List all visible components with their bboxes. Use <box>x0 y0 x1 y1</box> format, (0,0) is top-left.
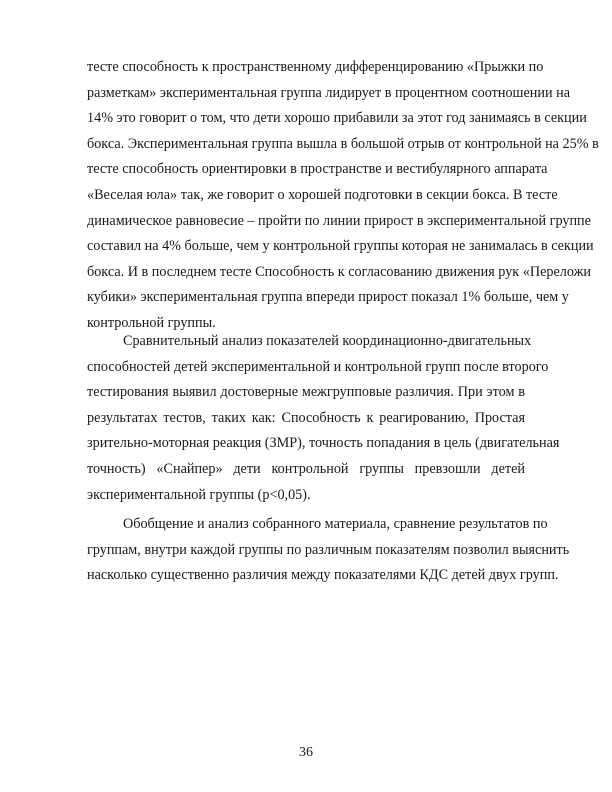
text-line: группам, внутри каждой группы по различным показателям позволил выяснить <box>87 541 570 558</box>
text-line: тестирования выявил достоверные межгрупповые различия. При этом в <box>87 384 525 401</box>
text-line: тесте способность ориентировки в пространстве и вестибулярного аппарата <box>87 161 548 178</box>
text-line: кубики» экспериментальная группа впереди прирост показал 1% больше, чем у <box>87 289 569 306</box>
paragraph-summary <box>87 512 570 589</box>
paragraph-test-results <box>87 55 599 337</box>
text-line: экспериментальной группы (p<0,05). <box>87 486 311 503</box>
text-line: способностей детей экспериментальной и контрольной групп после второго <box>87 358 549 375</box>
text-line: бокса. И в последнем тесте Способность к согласованию движения рук «Переложи <box>87 263 591 280</box>
text-line: Обобщение и анализ собранного материала, сравнение результатов по <box>123 516 548 532</box>
text-line: 14% это говорит о том, что дети хорошо прибавили за этот год занимаясь в секции <box>87 110 587 127</box>
text-line: «Веселая юла» так, же говорит о хорошей подготовки в секции бокса. В тесте <box>87 186 558 203</box>
text-line: бокса. Экспериментальная группа вышла в большой отрыв от контрольной на 25% в <box>87 135 599 152</box>
text-line: насколько существенно различия между показателями КДС детей двух групп. <box>87 567 559 584</box>
text-line: точность) «Снайпер» дети контрольной группы превзошли детей <box>87 460 525 477</box>
page-number: 36 <box>299 745 313 760</box>
text-line: зрительно-моторная реакция (ЗМР), точность попадания в цель (двигательная <box>87 435 560 452</box>
text-line: контрольной группы. <box>87 314 216 331</box>
text-line: тесте способность к пространственному дифференцированию «Прыжки по <box>87 59 544 75</box>
text-line: Сравнительный анализ показателей координационно-двигательных <box>123 333 532 349</box>
text-line: составил на 4% больше, чем у контрольной группы которая не занималась в секции <box>87 238 594 255</box>
text-line: динамическое равновесие – пройти по линии прирост в экспериментальной группе <box>87 212 591 229</box>
paragraph-comparative-analysis <box>87 329 560 508</box>
text-line: разметкам» экспериментальная группа лидирует в процентном соотношении на <box>87 84 570 101</box>
text-line: результатах тестов, таких как: Способность к реагированию, Простая <box>87 409 525 426</box>
